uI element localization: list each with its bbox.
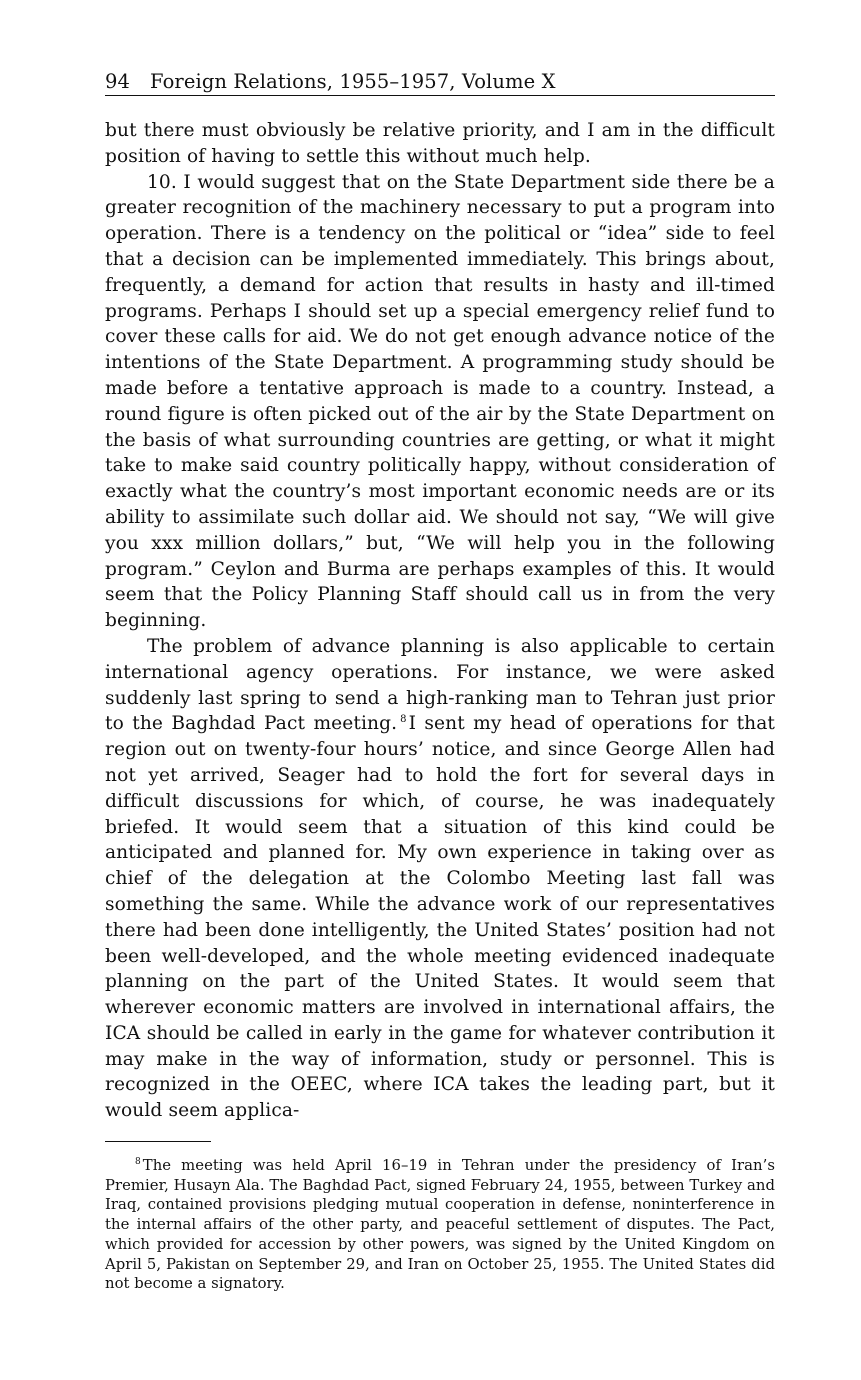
footnote-text: The meeting was held April 16–19 in Tehran under the presidency of Iran’s Premier, Husayn Ala. The Baghdad Pact, signed February 24, 1955, between Turkey and Iraq, contained provisions pledging mutual cooperation in defense, noninterference in the internal affairs of the other party, and peaceful settlement of disputes. The Pact, which provided for accession by other powers, was signed by the United Kingdom on April 5, Pakistan on September 29, and Iran on October 25, 1955. The United States did not become a signatory. [105, 1157, 775, 1293]
paragraph-10: 10. I would suggest that on the State Department side there be a greater recognition of the machinery necessary to put a program into operation. There is a tendency on the political or “idea” side to feel that a decision can be implemented immediately. This brings about, frequently, a demand for action that results in hasty and ill-timed programs. Perhaps I should set up a special emergency relief fund to cover these calls for aid. We do not get enough advance notice of the intentions of the State Department. A programming study should be made before a tentative approach is made to a country. Instead, a round figure is often picked out of the air by the State Department on the basis of what surrounding countries are getting, or what it might take to make said country politically happy, without consideration of exactly what the country’s most important economic needs are or its ability to assimilate such dollar aid. We should not say, “We will give you xxx million dollars,” but, “We will help you in the following program.” Ceylon and Burma are perhaps examples of this. It would seem that the Policy Planning Staff should call us in from the very beginning. [105, 171, 775, 632]
paragraph-advance-planning [105, 634, 775, 1124]
footnote-divider [105, 1141, 211, 1142]
running-header [105, 70, 775, 96]
body-text [105, 118, 775, 1124]
footnote-8 [105, 1156, 775, 1294]
running-title: Foreign Relations, 1955–1957, Volume X [150, 70, 556, 93]
footnote-mark: 8 [135, 1157, 141, 1168]
paragraph-continued: but there must obviously be relative priority, and I am in the difficult position of having to settle this without much help. [105, 120, 775, 167]
document-page [105, 70, 775, 1294]
page-number: 94 [105, 70, 131, 93]
paragraph-text-before-note: The problem of advance planning is also applicable to certain international agency operations. For instance, we were asked suddenly last spring to send a high-ranking man to Tehran just prior to the Baghdad Pact meeting. [105, 635, 775, 735]
paragraph-text-after-note: I sent my head of operations for that region out on twenty-four hours’ notice, and since George Allen had not yet arrived, Seager had to hold the fort for several days in difficult discussions for which, of course, he was inadequately briefed. It would seem that a situation of this kind could be anticipated and planned for. My own experience in taking over as chief of the delegation at the Colombo Meeting last fall was something the same. While the advance work of our representatives there had been done intelligently, the United States’ position had not been well-developed, and the whole meeting evidenced inadequate planning on the part of the United States. It would seem that wherever economic matters are involved in international affairs, the ICA should be called in early in the game for whatever contribution it may make in the way of information, study or personnel. This is recognized in the OEEC, where ICA takes the leading part, but it would seem applica- [105, 713, 775, 1122]
footnote-reference[interactable]: 8 [400, 714, 407, 726]
